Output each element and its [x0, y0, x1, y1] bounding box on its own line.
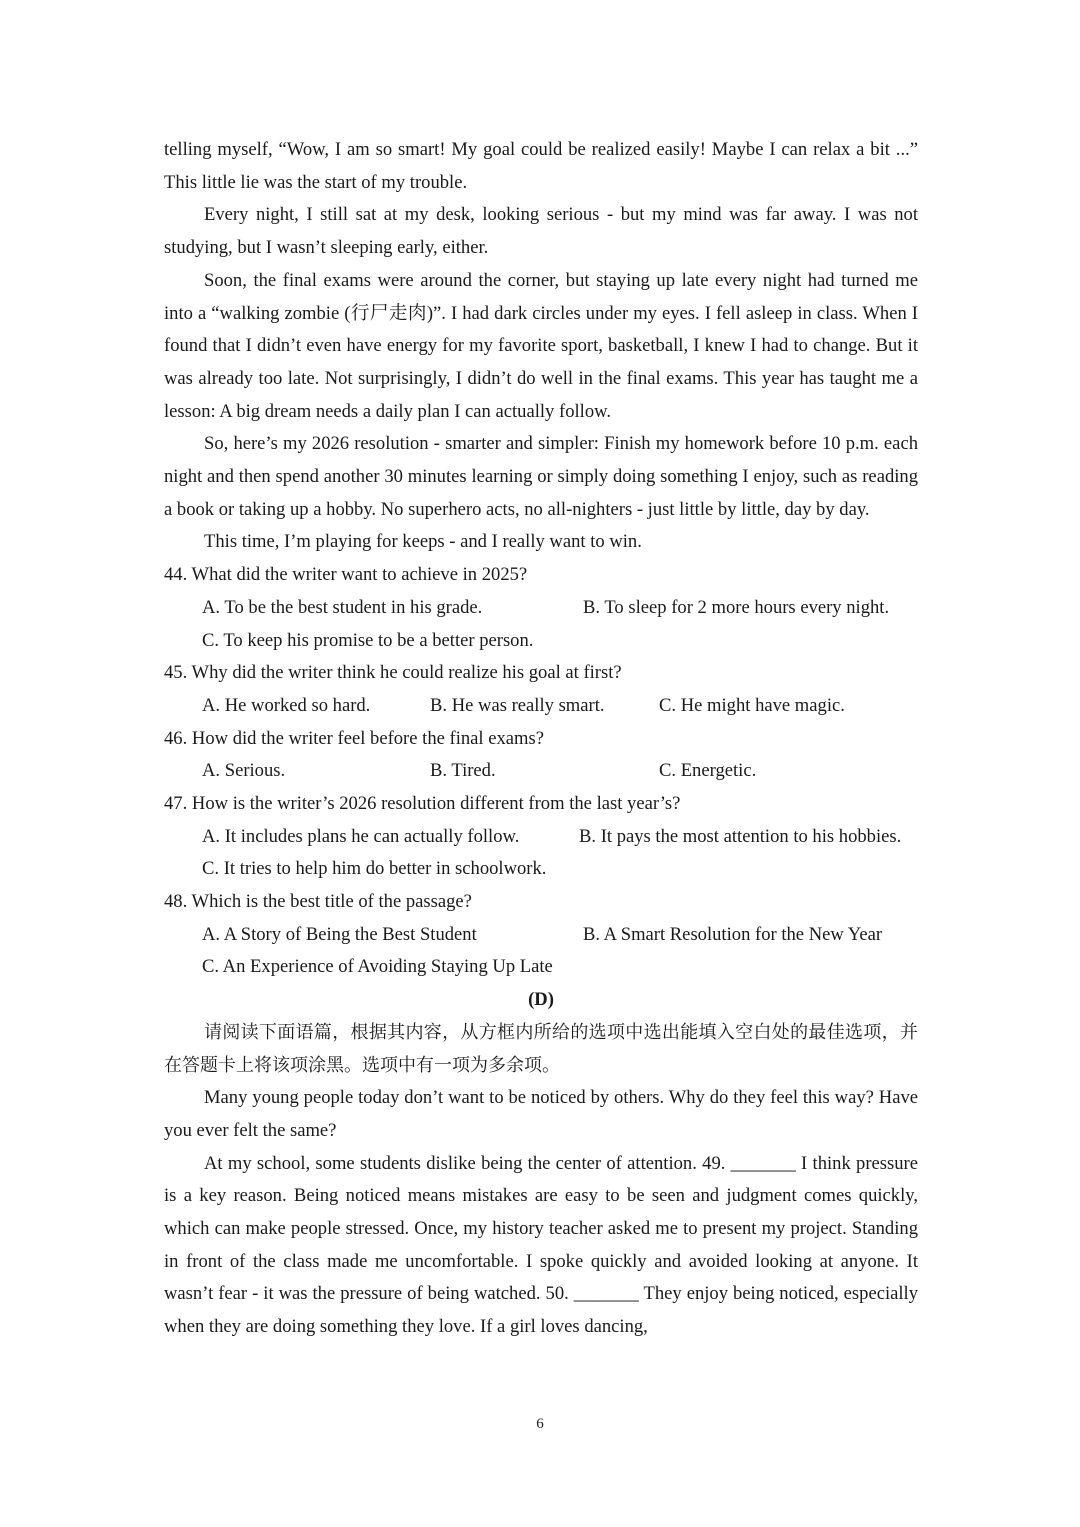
question-stem: 45. Why did the writer think he could realize his goal at first?: [164, 662, 622, 684]
passage-paragraph: Many young people today don’t want to be noticed by others. Why do they feel this way? Have you ever felt the same?: [164, 1087, 918, 1141]
option-a: A. It includes plans he can actually follow.: [202, 825, 520, 847]
document-page: [164, 134, 918, 1344]
options-row: [202, 755, 918, 788]
passage-paragraph: Every night, I still sat at my desk, looking serious - but my mind was far away. I was not studying, but I wasn’t sleeping early, either.: [164, 204, 918, 259]
question-stem: 44. What did the writer want to achieve in 2025?: [164, 564, 528, 586]
option-c: C. Energetic.: [659, 760, 757, 782]
options-row: [202, 919, 918, 952]
options-row: [202, 592, 918, 625]
page-number: 6: [536, 1416, 544, 1432]
option-b: B. To sleep for 2 more hours every night.: [583, 596, 890, 618]
option-a: A. To be the best student in his grade.: [202, 596, 483, 618]
option-a: A. He worked so hard.: [202, 694, 371, 716]
option-b: B. It pays the most attention to his hobbies.: [579, 825, 902, 847]
question-stem: 47. How is the writer’s 2026 resolution different from the last year’s?: [164, 793, 681, 814]
options-row: [202, 821, 918, 854]
option-c: C. It tries to help him do better in schoolwork.: [202, 858, 547, 880]
options-row: [202, 690, 918, 723]
option-b: B. He was really smart.: [430, 694, 605, 716]
section-title: (D): [528, 989, 554, 1011]
passage-paragraph: This time, I’m playing for keeps - and I really want to win.: [204, 531, 642, 553]
option-b: B. Tired.: [430, 760, 496, 782]
option-c: C. An Experience of Avoiding Staying Up Late: [202, 956, 553, 978]
option-b: B. A Smart Resolution for the New Year: [583, 923, 883, 945]
passage-paragraph: So, here’s my 2026 resolution - smarter and simpler: Finish my homework before 10 p.m. each night and then spend another 30 minutes learning or simply doing something I enjoy, such as reading a book or taking up a hobby. No superhero acts, no all-nighters - just little by little, day by day.: [164, 433, 918, 520]
options-row: [202, 625, 918, 658]
options-row: [202, 951, 918, 984]
passage-paragraph: telling myself, “Wow, I am so smart! My goal could be realized easily! Maybe I can relax a bit ...” This little lie was the start of my trouble.: [164, 139, 918, 193]
question-stem: 48. Which is the best title of the passage?: [164, 891, 472, 913]
options-row: [202, 853, 918, 886]
passage-paragraph: Soon, the final exams were around the corner, but staying up late every night had turned me into a “walking zombie (行尸走肉)”. I had dark circles under my eyes. I fell asleep in class. When I found that I didn’t even have energy for my favorite sport, basketball, I knew I had to change. But it was already too late. Not surprisingly, I didn’t do well in the final exams. This year has taught me a lesson: A big dream needs a daily plan I can actually follow.: [164, 269, 918, 422]
option-a: A. A Story of Being the Best Student: [202, 923, 477, 945]
passage-paragraph: At my school, some students dislike being the center of attention. 49. _______ I think pressure is a key reason. Being noticed means mistakes are easy to be seen and judgment comes quickly, which can make people stressed. Once, my history teacher asked me to present my project. Standing in front of the class made me uncomfortable. I spoke quickly and avoided looking at anyone. It wasn’t fear - it was the pressure of being watched. 50. _______ They enjoy being noticed, especially when they are doing something they love. If a girl loves dancing,: [164, 1152, 918, 1338]
question-stem: 46. How did the writer feel before the final exams?: [164, 727, 544, 749]
option-c: C. To keep his promise to be a better person.: [202, 629, 534, 651]
option-a: A. Serious.: [202, 760, 286, 782]
section-instructions: 请阅读下面语篇，根据其内容，从方框内所给的选项中选出能填入空白处的最佳选项，并在答题卡上将该项涂黑。选项中有一项为多余项。: [164, 1021, 918, 1076]
option-c: C. He might have magic.: [659, 694, 845, 716]
